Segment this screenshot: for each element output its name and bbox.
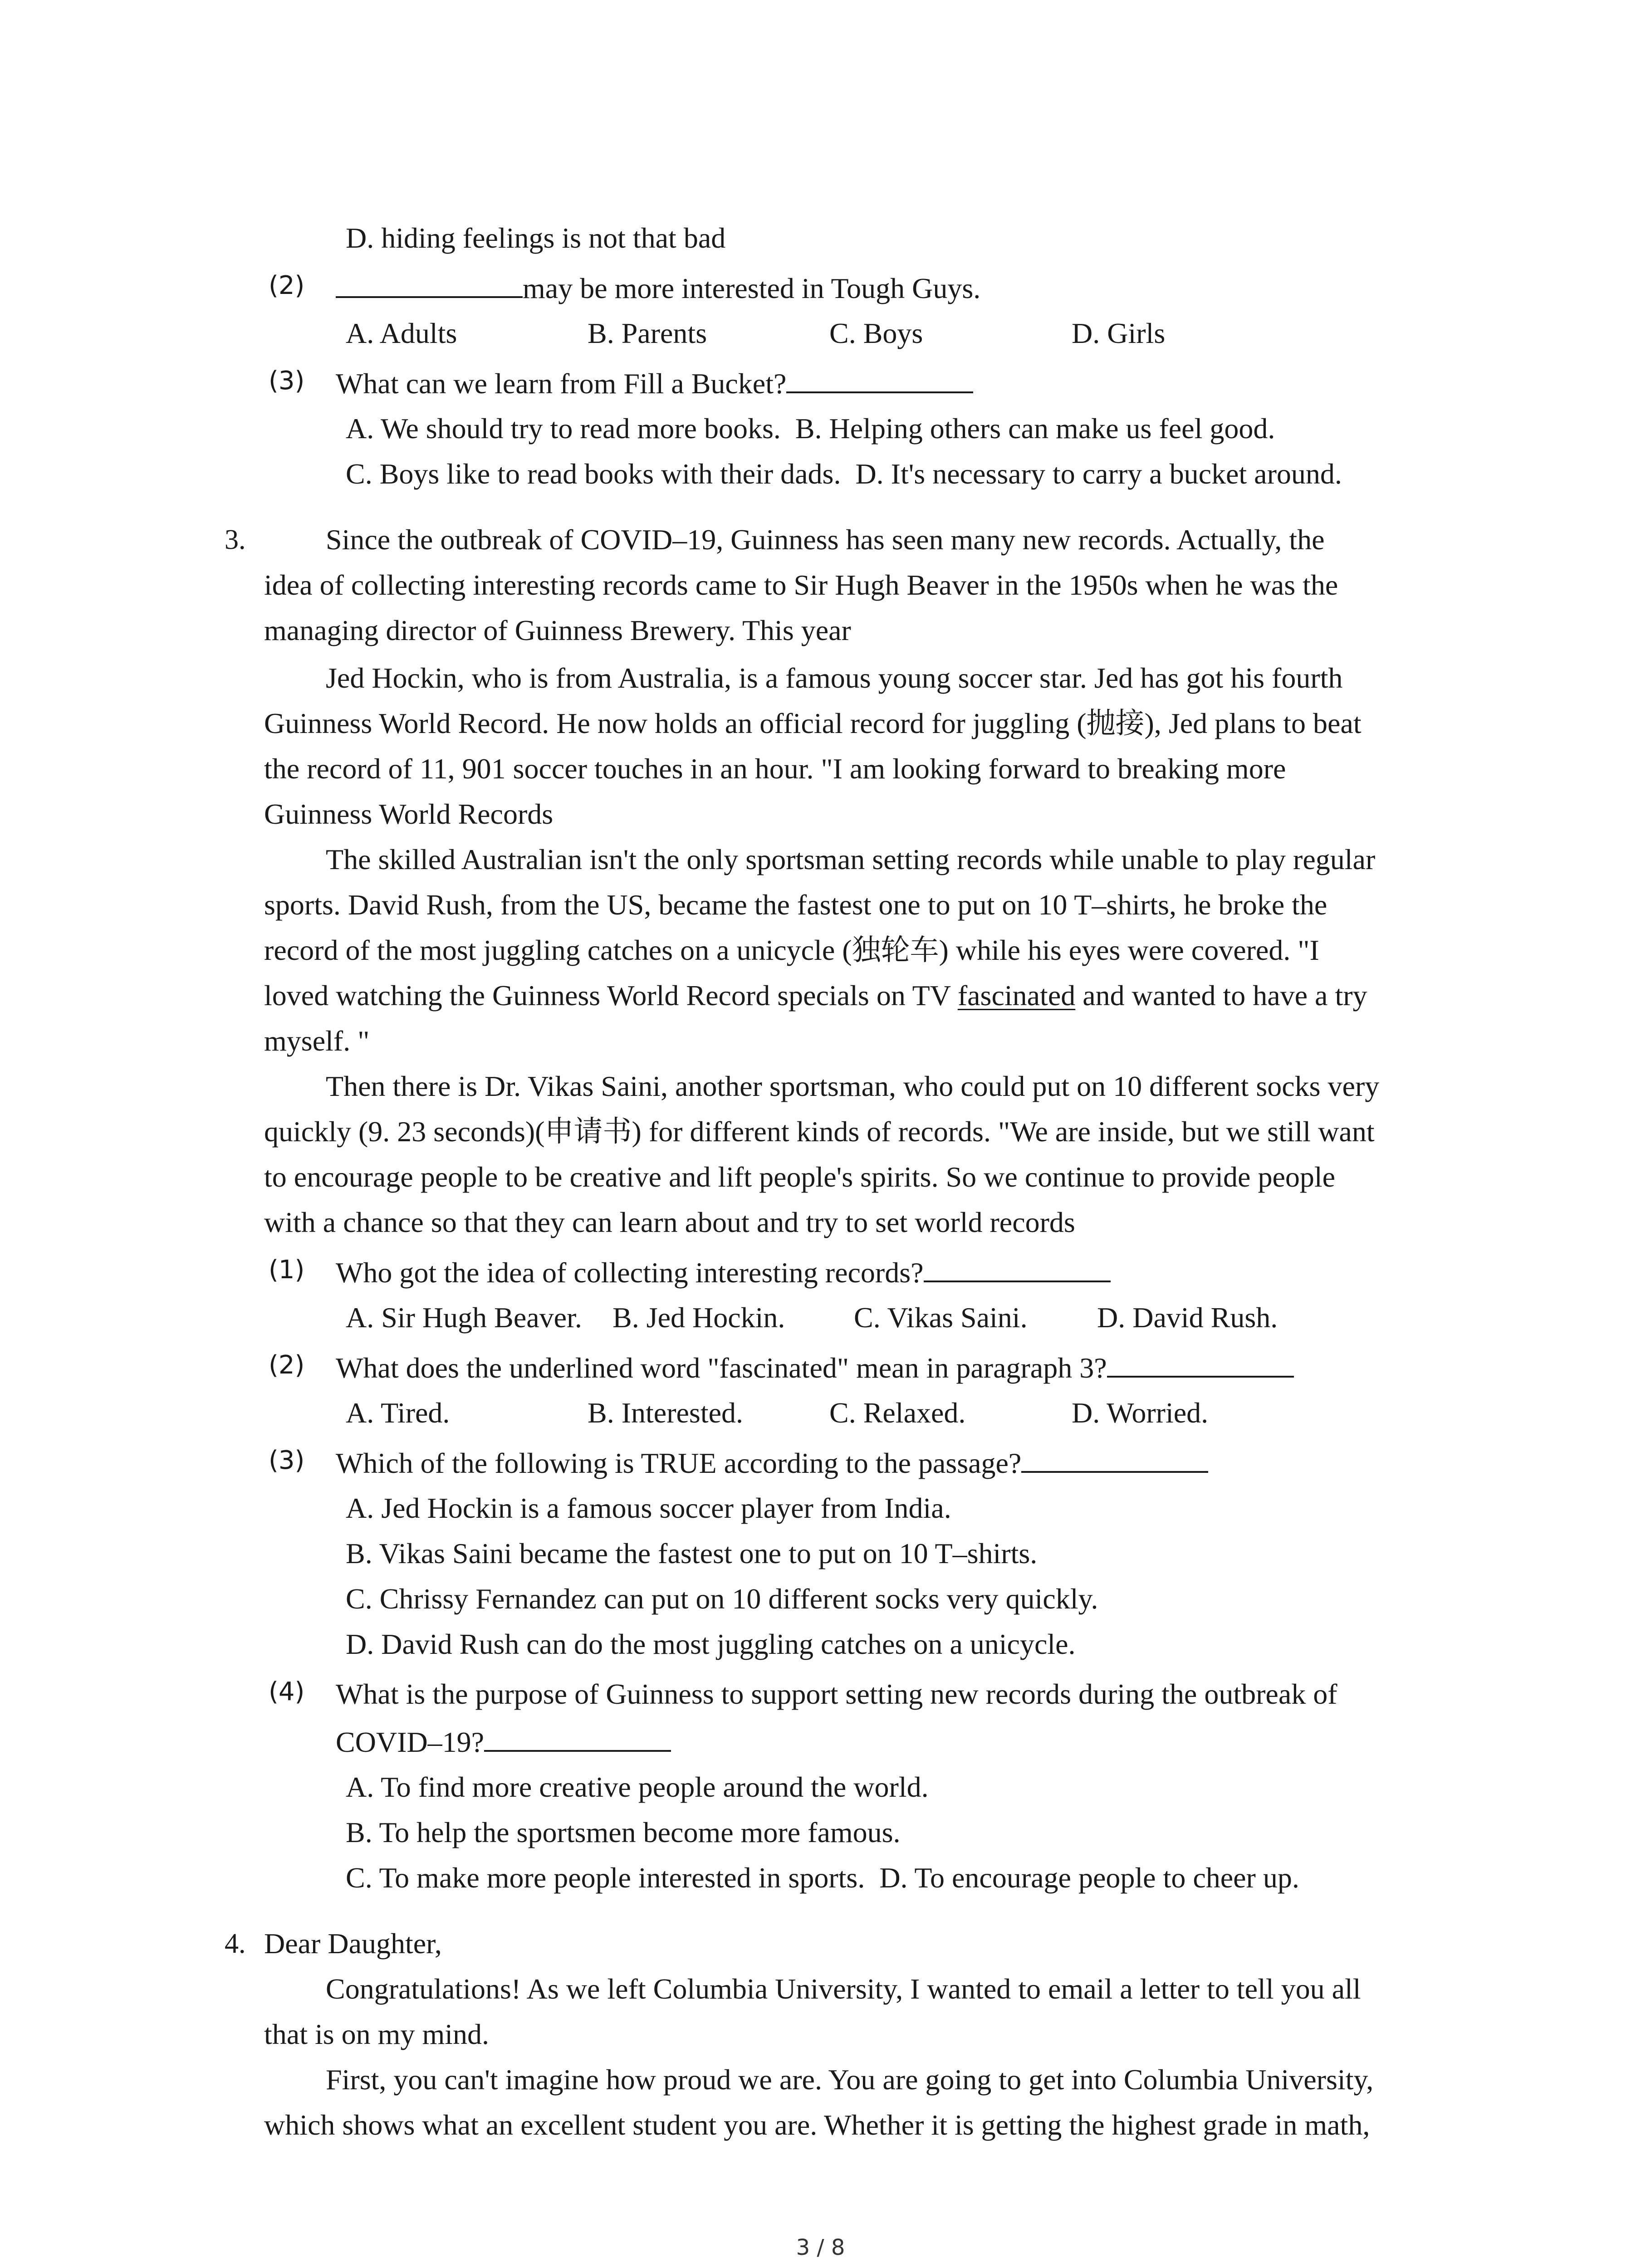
item-3-number: 3.	[225, 524, 246, 555]
answer-blank[interactable]	[1107, 1349, 1294, 1378]
q2-number: (2)	[269, 271, 305, 300]
item3-p3-line5: myself. "	[264, 1025, 370, 1057]
q2-option-d: D. Girls	[1072, 317, 1166, 349]
item3-q3-number: (3)	[269, 1446, 305, 1475]
item3-p2-line3: the record of 11, 901 soccer touches in an hour. "I am looking forward to breaking more	[264, 753, 1286, 785]
item3-p2-line1: Jed Hockin, who is from Australia, is a famous young soccer star. Jed has got his fourth	[326, 662, 1343, 694]
item3-q2-option-b: B. Interested.	[588, 1397, 743, 1429]
underlined-word: fascinated	[957, 979, 1076, 1012]
item3-q4-stem-line1: What is the purpose of Guinness to support setting new records during the outbreak of	[336, 1678, 1337, 1710]
item3-q3-option-c: C. Chrissy Fernandez can put on 10 different socks very quickly.	[346, 1583, 1098, 1615]
item3-q1-stem: Who got the idea of collecting interesting records?	[336, 1254, 1111, 1291]
item3-p4-line4: with a chance so that they can learn about and try to set world records	[264, 1206, 1075, 1238]
item3-p2-line4: Guinness World Records	[264, 798, 554, 830]
item3-q4-option-a: A. To find more creative people around the world.	[346, 1771, 929, 1803]
item3-q4-options-cd: C. To make more people interested in sports. D. To encourage people to cheer up.	[346, 1862, 1299, 1894]
item3-q1-number: (1)	[269, 1255, 305, 1285]
item4-p2-line2: which shows what an excellent student you are. Whether it is getting the highest grade in math,	[264, 2109, 1370, 2141]
item3-p3-line2: sports. David Rush, from the US, became the fastest one to put on 10 T‒shirts, he broke the	[264, 889, 1327, 921]
item4-p2-line1: First, you can't imagine how proud we are. You are going to get into Columbia University,	[326, 2063, 1374, 2096]
item3-p4-line3: to encourage people to be creative and lift people's spirits. So we continue to provide people	[264, 1161, 1336, 1193]
item3-p3-line3: record of the most juggling catches on a unicycle (独轮车) while his eyes were covered. "I	[264, 934, 1319, 966]
item3-p1-line3: managing director of Guinness Brewery. This year	[264, 614, 851, 646]
item3-q4-number: (4)	[269, 1677, 305, 1706]
item3-p2-line2: Guinness World Record. He now holds an official record for juggling (抛接), Jed plans to beat	[264, 707, 1362, 739]
answer-blank[interactable]	[336, 270, 523, 298]
item3-p3-line4: loved watching the Guinness World Record specials on TV fascinated and wanted to have a try	[264, 979, 1367, 1012]
item3-q3-stem: Which of the following is TRUE according to the passage?	[336, 1445, 1208, 1481]
item3-p4-line2: quickly (9. 23 seconds)(申请书) for different kinds of records. "We are inside, but we still want	[264, 1115, 1375, 1148]
answer-blank[interactable]	[924, 1254, 1111, 1282]
item3-q1-option-b: B. Jed Hockin.	[612, 1301, 785, 1334]
item3-q2-stem: What does the underlined word "fascinated" mean in paragraph 3?	[336, 1349, 1294, 1386]
q1-option-d: D. hiding feelings is not that bad	[346, 222, 726, 254]
q3-options-row2: C. Boys like to read books with their dads. D. It's necessary to carry a bucket around.	[346, 458, 1342, 490]
item3-q2-option-a: A. Tired.	[346, 1397, 450, 1429]
item-4-number: 4.	[225, 1928, 246, 1959]
page-number: 3 / 8	[796, 2235, 845, 2260]
item3-p1-line1: Since the outbreak of COVID‒19, Guinness has seen many new records. Actually, the	[326, 523, 1325, 556]
item4-greeting: Dear Daughter,	[264, 1927, 442, 1960]
item3-q1-option-d: D. David Rush.	[1097, 1301, 1278, 1334]
q2-option-a: A. Adults	[346, 317, 457, 349]
q2-option-b: B. Parents	[588, 317, 707, 349]
item3-q2-option-c: C. Relaxed.	[829, 1397, 966, 1429]
item3-q2-number: (2)	[269, 1350, 305, 1380]
answer-blank[interactable]	[1021, 1445, 1208, 1473]
q3-options-row1: A. We should try to read more books. B. Helping others can make us feel good.	[346, 412, 1275, 445]
item3-p4-line1: Then there is Dr. Vikas Saini, another sportsman, who could put on 10 different socks very	[326, 1070, 1380, 1102]
q2-option-c: C. Boys	[829, 317, 923, 349]
item3-q3-option-d: D. David Rush can do the most juggling catches on a unicycle.	[346, 1628, 1076, 1660]
item3-p1-line2: idea of collecting interesting records came to Sir Hugh Beaver in the 1950s when he was the	[264, 569, 1338, 601]
q2-stem: may be more interested in Tough Guys.	[336, 270, 980, 307]
answer-blank[interactable]	[786, 365, 973, 393]
item3-q3-option-b: B. Vikas Saini became the fastest one to put on 10 T‒shirts.	[346, 1537, 1038, 1569]
item3-p3-line1: The skilled Australian isn't the only sportsman setting records while unable to play regular	[326, 843, 1376, 875]
q3-stem: What can we learn from Fill a Bucket?	[336, 365, 973, 402]
item3-q1-option-c: C. Vikas Saini.	[854, 1301, 1028, 1334]
item4-p1-line2: that is on my mind.	[264, 2018, 489, 2050]
answer-blank[interactable]	[484, 1724, 671, 1752]
q3-number: (3)	[269, 366, 305, 396]
item3-q1-option-a: A. Sir Hugh Beaver.	[346, 1301, 582, 1334]
item3-q4-stem-line2: COVID‒19?	[336, 1724, 671, 1760]
item3-q2-option-d: D. Worried.	[1072, 1397, 1209, 1429]
item3-q4-option-b: B. To help the sportsmen become more famous.	[346, 1816, 901, 1848]
item4-p1-line1: Congratulations! As we left Columbia University, I wanted to email a letter to tell you all	[326, 1973, 1361, 2005]
item3-q3-option-a: A. Jed Hockin is a famous soccer player from India.	[346, 1492, 951, 1524]
